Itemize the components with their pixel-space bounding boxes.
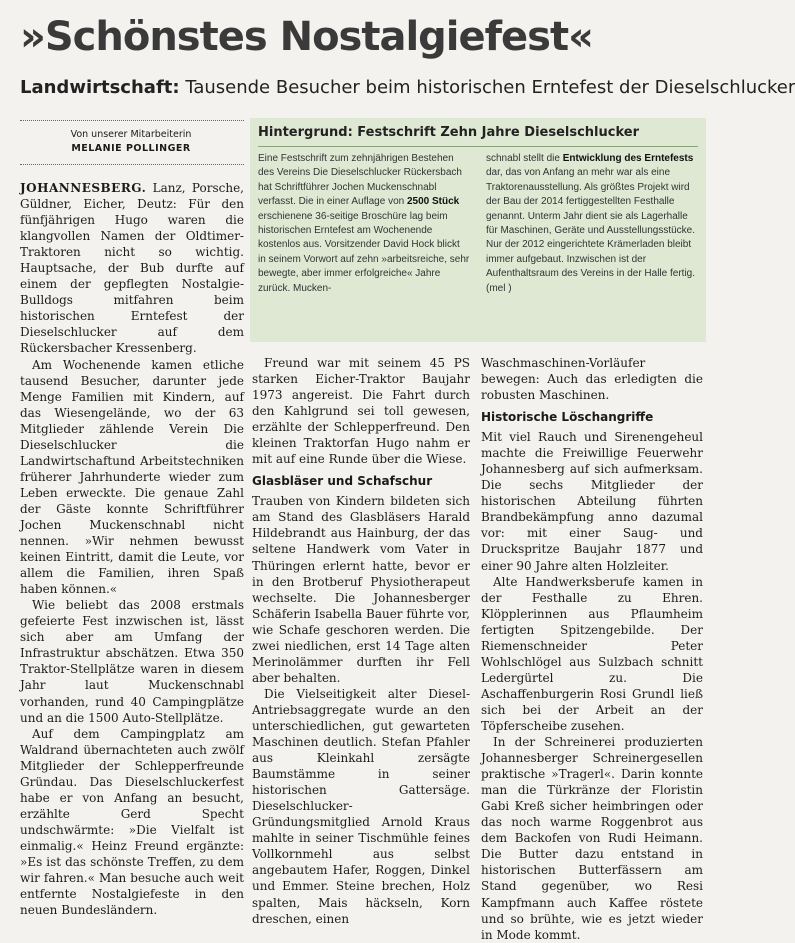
paragraph: Mit viel Rauch und Sirenengeheul machte die Freiwillige Feuerwehr Johannesberg auf sich aufmerksam. Die sechs Mitglieder der historischen Abteilung führten Brandbekämpfung anno dazumal vor: mit einer Saug- und Druckspritze Baujahr 1877 und einer 90 Jahre alten Holzleiter.	[481, 430, 703, 573]
box-text: erschienene 36-seitige Broschüre lag beim historischen Erntefest am Wochenende kostenlos aus. Vorsitzender David Hock blickt in seinem Vorwort auf zehn »arbeitsreiche, sehr bewegte, aber immer erfolgreiche« Jahre zurück. Mucken-	[258, 210, 470, 294]
paragraph	[20, 180, 244, 357]
section-heading: Glasbläser und Schafschur	[252, 474, 433, 489]
byline-author: MELANIE POLLINGER	[71, 143, 191, 154]
byline	[20, 128, 242, 156]
subheadline-kicker: Landwirtschaft:	[20, 77, 180, 98]
paragraph: Freund war mit seinem 45 PS starken Eicher-Traktor Baujahr 1973 angereist. Die Fahrt durch den Kahlgrund sei toll gewesen, erzählte der Schlepperfreund. Den kleinen Traktorfan Hugo nahm er mit auf eine Runde über die Wiese.	[252, 356, 470, 467]
box-column-left	[258, 152, 470, 296]
background-box	[250, 118, 706, 342]
box-highlight: Entwicklung des Erntefests	[562, 153, 694, 164]
divider-byline	[20, 164, 244, 165]
box-title: Hintergrund: Festschrift Zehn Jahre Dieselschlucker	[258, 124, 698, 147]
article-column-2	[252, 355, 470, 927]
paragraph: Die Vielseitigkeit alter Diesel-Antriebsaggregate wurde an den unterschiedlichen, gut gewarteten Maschinen deutlich. Stefan Pfahler aus Kleinkahl zersägte Baumstämme in seiner historischen Gattersäge. Dieselschlucker-Gründungsmitglied Arnold Kraus mahlte in seiner Tischmühle feines Vollkornmehl aus selbst angebautem Hafer, Roggen, Dinkel und Emmer. Steine brechen, Holz spalten, Mais häckseln, Korn dreschen, einen	[252, 686, 470, 926]
box-highlight: 2500 Stück	[406, 196, 460, 208]
paragraph: Trauben von Kindern bildeten sich am Stand des Glasbläsers Harald Hildebrandt aus Hainburg, der das seltene Handwerk vom Vater in Thüringen erlernt hatte, bevor er in den Brotberuf Physiotherapeut wechselte. Die Johannesberger Schäferin Isabella Bauer führte vor, wie Schafe geschoren werden. Die zwei niedlichen, erst 14 Tage alten Merinolämmer durften ihr Fell aber behalten.	[252, 494, 470, 685]
paragraph: Alte Handwerksberufe kamen in der Festhalle zu Ehren. Klöpplerinnen aus Pflaumheim fertigten Spitzengebilde. Der Riemenschneider Peter Wohlschlögel aus Sulzbach schnitt Ledergürtel zu. Die Aschaffenburgerin Rosi Grundl ließ sich bei der Arbeit an der Töpferscheibe zusehen.	[481, 574, 703, 733]
paragraph: In der Schreinerei produzierten Johannesberger Schreinergesellen praktische »Tragerl«. Darin konnte man die Türkränze der Floristin Gabi Kreß sicher heimbringen oder das noch warme Roggenbrot aus dem Backofen von Rudi Heimann. Die Butter dazu entstand in historischen Butterfässern am Stand gegenüber, wo Resi Kampfmann auch Kaffee röstete und so brühte, wie es jetzt wieder in Mode kommt.	[481, 735, 703, 942]
paragraph: Wie beliebt das 2008 erstmals gefeierte Fest inzwischen ist, lässt sich aber am Umfang der Infrastruktur abschätzen. Etwa 350 Traktor-Stellplätze waren in diesem Jahr laut Muckenschnabl vorhanden, rund 40 Campingplätze und an die 1500 Auto-Stellplätze.	[20, 598, 244, 725]
paragraph-text: Lanz, Porsche, Güldner, Eicher, Deutz: Für den fünfjährigen Hugo waren die klangvollen Namen der Oldtimer-Traktoren nicht so wichtig. Hauptsache, der Bub durfte auf einem der gepflegten Nostalgie-Bulldogs mitfahren beim historischen Erntefest der Dieselschlucker auf dem Rückersbacher Kressenberg.	[20, 181, 244, 356]
divider-top	[20, 120, 244, 121]
dateline: JOHANNESBERG.	[20, 181, 147, 195]
byline-prefix: Von unserer Mitarbeiterin	[70, 129, 192, 140]
paragraph: Am Wochenende kamen etliche tausend Besucher, darunter jede Menge Familien mit Kindern, auf das Wiesengelände, wo der 63 Mitglieder zählende Verein Die Dieselschlucker die Landwirtschaftund Arbeitstechniken früherer Jahrhunderte wieder zum Leben erweckte. Die genaue Zahl der Gäste konnte Schriftführer Jochen Muckenschnabl nicht nennen. »Wir nehmen bewusst keinen Eintritt, damit die Leute, vor allem die Familien, ihren Spaß haben können.«	[20, 357, 244, 597]
subheadline	[20, 75, 795, 101]
subheadline-text: Tausende Besucher beim historischen Erntefest der Dieselschlucker	[185, 77, 795, 98]
box-column-right	[486, 152, 698, 296]
headline: »Schönstes Nostalgiefest«	[20, 14, 593, 60]
paragraph: Auf dem Campingplatz am Waldrand übernachteten auch zwölf Mitglieder der Schlepperfreunde Gründau. Das Dieselschluckerfest habe er von Anfang an besucht, erzählte Gerd Specht undschwärmte: »Die Vielfalt ist einmalig.« Heinz Freund ergänzte: »Es ist das schönste Treffen, zu dem wir fahren.« Man besuche auch weit entfernte Nostalgiefeste in den neuen Bundesländern.	[20, 726, 244, 918]
box-text: Eine Festschrift zum zehnjährigen Bestehen des Vereins Die Dieselschlucker Rückersbach hat Schriftführer Jochen Muckenschnabl verfasst. Die in einer Auflage von	[258, 153, 462, 208]
article-column-3	[481, 355, 703, 943]
article-column-1	[20, 180, 244, 918]
box-paragraph	[486, 152, 698, 296]
box-text: dar, das von Anfang an mehr war als eine Traktorenausstellung. Als größtes Projekt wird der Bau der 2014 fertiggestellten Festhalle genannt. Unterm Jahr dient sie als Lagerhalle für Maschinen, Geräte und Ausstellungsstücke. Nur der 2012 eingerichtete Krämerladen bleibt immer aufgebaut. Inzwischen ist der Aufenthaltsraum des Vereins in der Halle fertig. (mel )	[486, 167, 696, 294]
box-paragraph	[258, 152, 470, 296]
paragraph: Waschmaschinen-Vorläufer bewegen: Auch das erledigten die robusten Maschinen.	[481, 356, 703, 403]
section-heading: Historische Löschangriffe	[481, 410, 654, 425]
box-text: schnabl stellt die	[486, 153, 563, 164]
